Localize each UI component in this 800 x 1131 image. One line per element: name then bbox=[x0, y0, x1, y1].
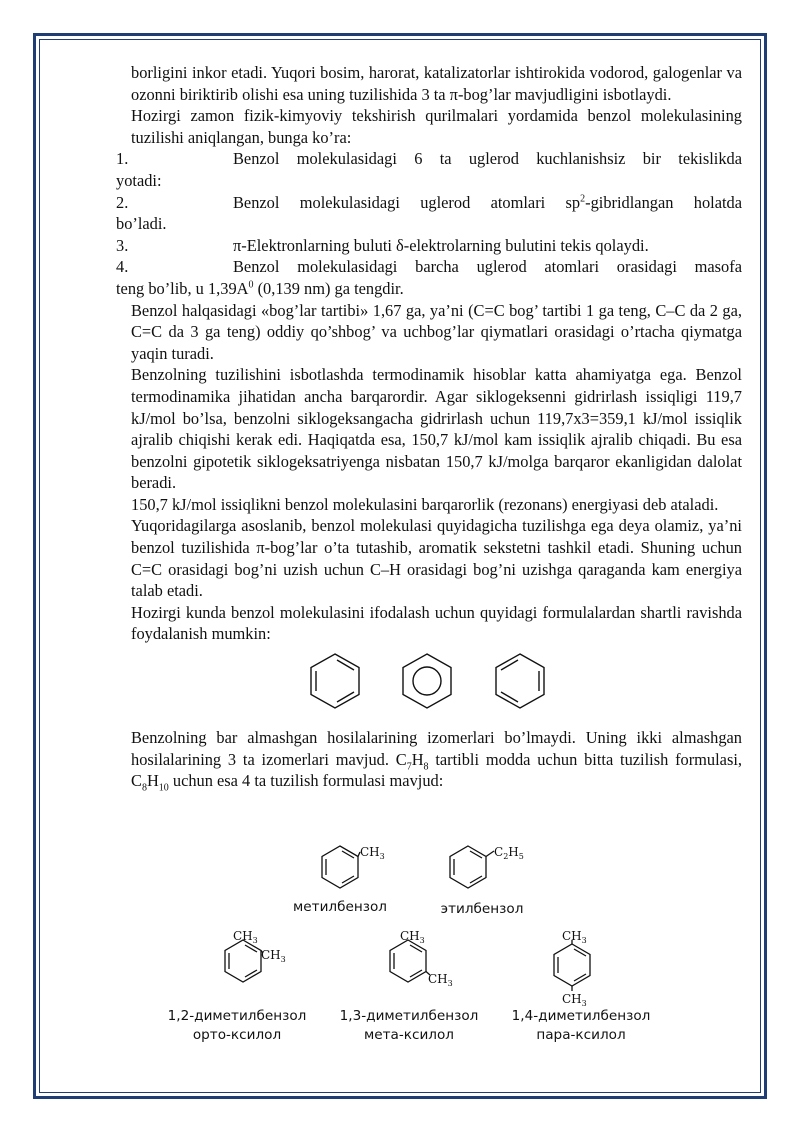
paragraph-7: Hozirgi kunda benzol molekulasini ifodalash uchun quyidagi formulalardan shartli ravishda foydalanish mumkin: bbox=[131, 602, 742, 644]
ethylbenzene-caption: этилбензол bbox=[440, 901, 524, 917]
para-trivial-caption: пара-ксилол bbox=[536, 1027, 626, 1043]
paragraph-8: Benzolning bar almashgan hosilalarining izomerlari bo’lmaydi. Uning ikki almashgan hosilalarining 3 ta izomerlari mavjud. $C_7H_8$ tartibli modda uchun bitta tuzilish formulasi, $C_8H_{10}$ uchun esa 4 ta tuzilish formulasi mavjud: bbox=[131, 728, 742, 794]
list-item-2: 2. Benzol molekulasidagi uglerod atomlari $sp^2$-gibridlangan holatda bo’ladi. bbox=[116, 192, 742, 234]
list-item-3: 3. π-Elektronlarning buluti δ-elektrolarning bulutini tekis qolaydi. bbox=[116, 235, 649, 255]
paragraph-4: Benzolning tuzilishini isbotlashda termodinamik hisoblar katta ahamiyatga ega. Benzol termodinamika jihatidan ancha barqarordir. Agar siklogeksenni gidrirlash issiqligi 119,7 kJ/mol bo’lsa, benzolni siklogeksangacha gidrirlash uchun 119,7x3=359,1 kJ/mol issiqlik ajralib chiqishi kerak edi. Haqiqatda esa, 150,7 kJ/mol kam issiqlik ajralib chiqadi. Bu esa benzolni gipotetik siklogeksatriyenga nisbatan 150,7 kJ/molga barqaror ekanligidan dalolat beradi. bbox=[131, 365, 742, 493]
svg-text:CH3: $CH_3$ bbox=[233, 929, 258, 945]
ethylbenzene-structure-icon bbox=[428, 838, 538, 894]
ortho-trivial-caption: орто-ксилол bbox=[192, 1027, 282, 1043]
list-item-1: 1. Benzol molekulasidagi 6 ta uglerod kuchlanishsiz bir tekislikda yotadi: bbox=[116, 149, 742, 190]
ortho-name-caption: 1,2-диметилбензол bbox=[167, 1008, 307, 1024]
meta-xylene-structure-icon bbox=[370, 928, 470, 990]
meta-trivial-caption: мета-ксилол bbox=[364, 1027, 454, 1043]
paragraph-6: Yuqoridagilarga asoslanib, benzol molekulasi quyidagicha tuzilishga ega deya olamiz, ya’ni benzol tuzilishida π-bog’lar o’ta tutashib, aromatik sekstetni tashkil etadi. Shuning uchun C=C orasidagi bog’ni uzish uchun C–H orasidagi bog’ni uzishga qaraganda kam energiya talab etadi. bbox=[131, 516, 742, 601]
ortho-xylene-structure-icon bbox=[205, 928, 305, 990]
benzene-formulas bbox=[116, 645, 742, 727]
para-xylene-structure-icon bbox=[534, 928, 614, 1008]
toluene-caption: метилбензол bbox=[293, 899, 387, 915]
toluene-structure-icon bbox=[300, 838, 410, 894]
benzene-circle-icon bbox=[400, 651, 454, 711]
svg-text:CH3: $CH_3$ bbox=[400, 929, 425, 945]
meta-name-caption: 1,3-диметилбензол bbox=[339, 1008, 479, 1024]
paragraph-3: Benzol halqasidagi «bog’lar tartibi» 1,67 ga, ya’ni (C=C bog’ tartibi 1 ga teng, C–C da 2 ga, C=C da 3 ga teng) oddiy qo’shbog’ va uchbog’lar qiymatlari orasidagi o’rtacha qiymatga yaqin turadi. bbox=[131, 300, 742, 363]
svg-text:C2H5: $C_2H_5$ bbox=[494, 845, 524, 861]
paragraph-1: borligini inkor etadi. Yuqori bosim, harorat, katalizatorlar ishtirokida vodorod, galogenlar va ozonni biriktirib olishi esa uning tuzilishida 3 ta π-bog’lar mavjudligini isbotlaydi. bbox=[131, 63, 742, 104]
svg-text:CH3: $CH_3$ bbox=[261, 948, 286, 964]
benzene-kekule-1-icon bbox=[308, 651, 362, 711]
para-name-caption: 1,4-диметилбензол bbox=[511, 1008, 651, 1024]
benzene-kekule-2-icon bbox=[493, 651, 547, 711]
paragraph-2: Hozirgi zamon fizik-kimyoviy tekshirish qurilmalari yordamida benzol molekulasining tuzilishi aniqlangan, bunga ko’ra: bbox=[131, 106, 742, 147]
svg-text:CH3: $CH_3$ bbox=[428, 972, 453, 988]
svg-text:CH3: $CH_3$ bbox=[360, 845, 385, 861]
paragraph-5: 150,7 kJ/mol issiqlikni benzol molekulasini barqarorlik (rezonans) energiyasi deb ataladi. bbox=[131, 494, 719, 514]
svg-text:CH3: $CH_3$ bbox=[562, 929, 587, 945]
list-item-4: 4. Benzol molekulasidagi barcha uglerod atomlari orasidagi masofa teng bo’lib, u $1,39A^0$ (0,139 nm) ga tengdir. bbox=[116, 257, 742, 298]
page-content bbox=[116, 62, 742, 792]
svg-text:CH3: $CH_3$ bbox=[562, 992, 587, 1008]
